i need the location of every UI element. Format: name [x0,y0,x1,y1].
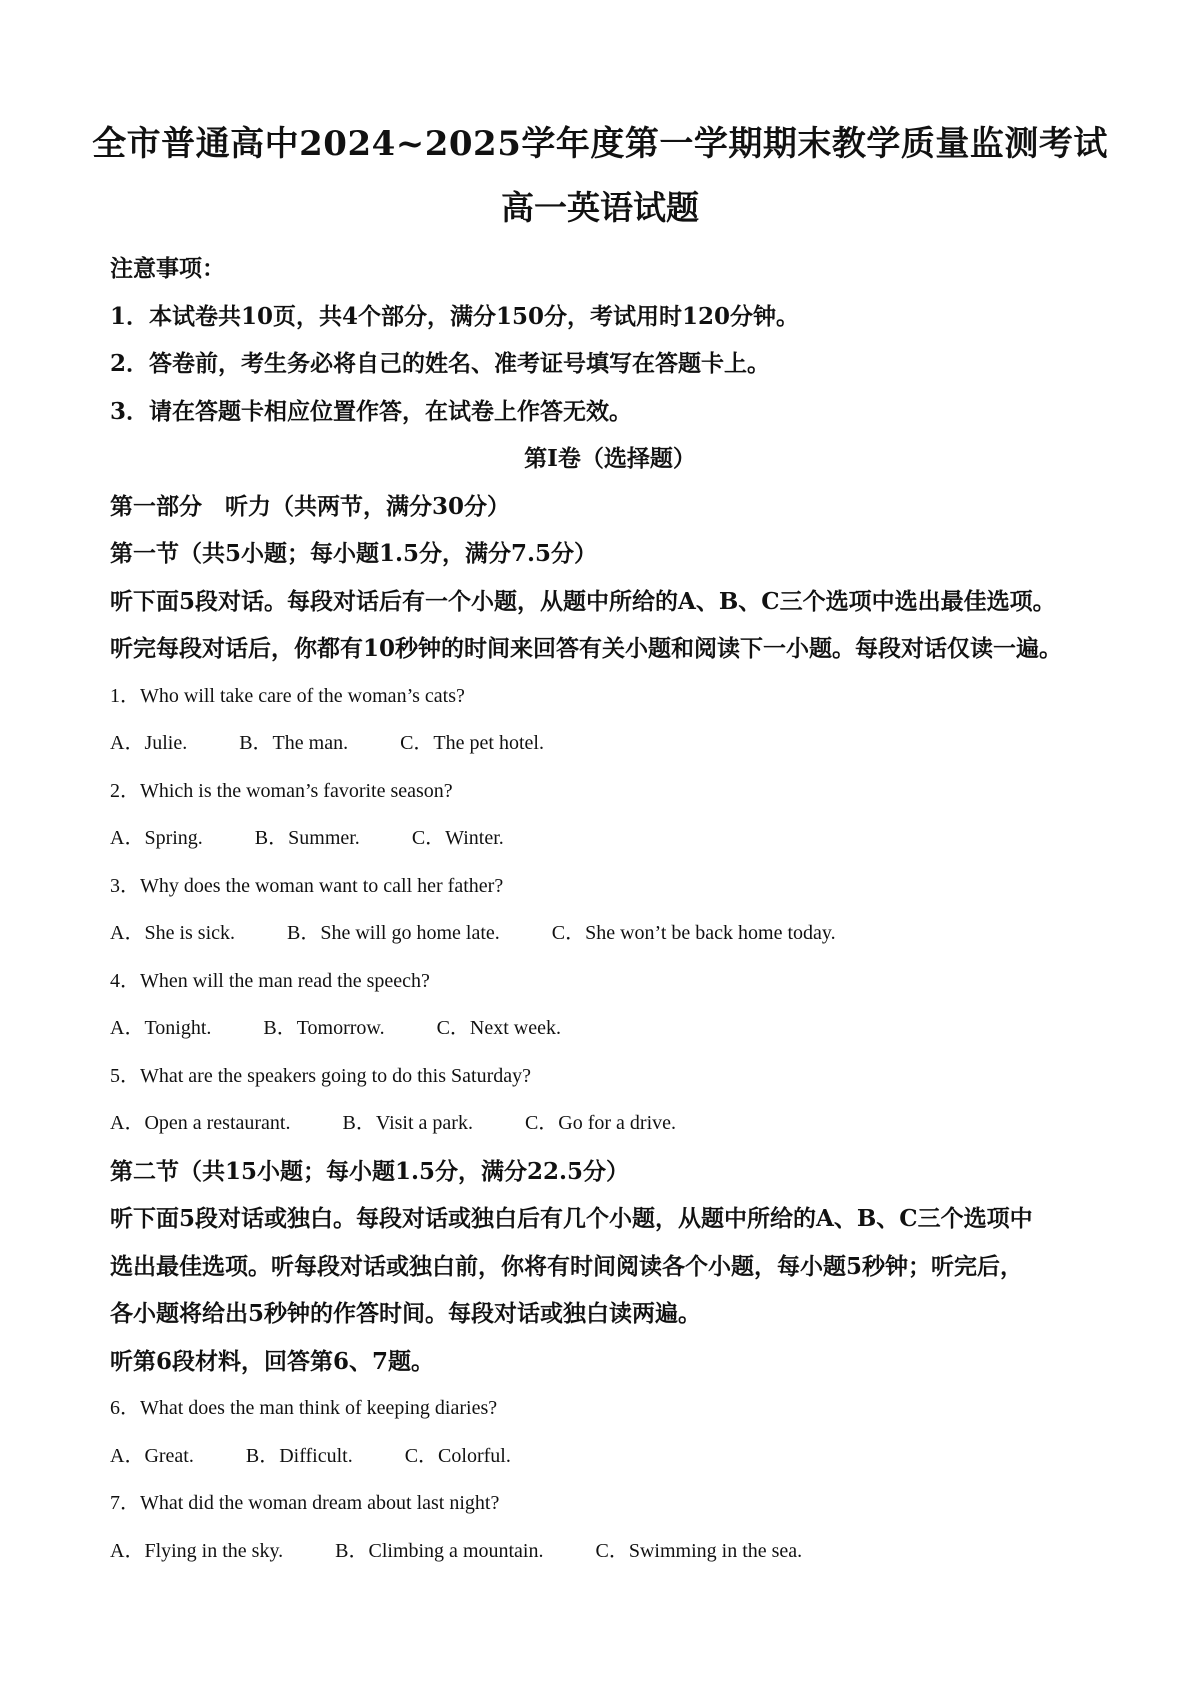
option-a: A．Open a restaurant. [110,1112,291,1134]
exam-subtitle: 高一英语试题 [501,188,699,227]
question-stem: 5．What are the speakers going to do this Saturday? [110,1064,531,1087]
question-stem: 6．What does the man think of keeping diaries? [110,1397,498,1419]
section2-instruction: 各小题将给出5秒钟的作答时间。每段对话或独白读两遍。 [110,1300,702,1327]
question-options [110,1005,1110,1053]
section2-instruction: 选出最佳选项。听每段对话或独白前，你将有时间阅读各个小题，每小题5秒钟；听完后， [110,1252,1024,1280]
option-a: A．Great. [110,1444,194,1467]
question-options [110,815,1110,863]
option-a: A．Spring. [110,827,203,849]
section1-heading: 第一节（共5小题；每小题1.5分，满分7.5分） [110,540,598,567]
option-b: B．Tomorrow. [263,1017,385,1039]
option-b: B．Climbing a mountain. [335,1539,544,1562]
option-b: B．She will go home late. [287,922,500,944]
option-a: A．She is sick. [110,922,235,944]
option-b: B．Difficult. [245,1444,353,1467]
option-c: C．She won’t be back home today. [551,922,836,944]
part1-heading: 第一部分 听力（共两节，满分30分） [110,492,511,520]
option-a: A．Julie. [110,732,188,754]
question-options [110,1433,1110,1481]
notice-item: 3．请在答题卡相应位置作答，在试卷上作答无效。 [110,397,633,425]
option-c: C．Winter. [411,827,504,849]
option-c: C．Colorful. [404,1444,511,1467]
notice-item: 1．本试卷共10页，共4个部分，满分150分，考试用时120分钟。 [110,302,800,330]
section2-heading: 第二节（共15小题；每小题1.5分，满分22.5分） [110,1157,630,1185]
exam-title: 全市普通高中2024~2025学年度第一学期期末教学质量监测考试 [92,124,1108,164]
option-c: C．Go for a drive. [524,1112,677,1134]
question-stem: 3．Why does the woman want to call her father? [110,874,504,897]
option-b: B．Summer. [254,827,360,849]
question-stem: 7．What did the woman dream about last night? [110,1492,500,1514]
exam-content [110,245,1110,1575]
question-stem: 4．When will the man read the speech? [110,969,430,992]
material-note: 听第6段材料，回答第6、7题。 [110,1347,435,1375]
question-options [110,1528,1110,1576]
section1-instruction: 听下面5段对话。每段对话后有一个小题，从题中所给的A、B、C三个选项中选出最佳选项。 [110,587,1056,615]
section1-instruction: 听完每段对话后，你都有10秒钟的时间来回答有关小题和阅读下一小题。每段对话仅读一遍。 [110,635,1063,662]
question-options [110,720,1110,768]
question-options [110,1100,1110,1148]
volume-heading: 第I卷（选择题） [524,445,696,472]
option-a: A．Flying in the sky. [110,1539,284,1562]
section2-instruction: 听下面5段对话或独白。每段对话或独白后有几个小题，从题中所给的A、B、C三个选项中 [110,1205,1033,1232]
question-stem: 1．Who will take care of the woman’s cats? [110,684,465,707]
option-c: C．The pet hotel. [400,732,544,754]
notice-heading: 注意事项： [110,255,225,282]
option-a: A．Tonight. [110,1017,212,1039]
question-stem: 2．Which is the woman’s favorite season? [110,779,453,802]
notice-item: 2．答卷前，考生务必将自己的姓名、准考证号填写在答题卡上。 [110,350,771,377]
option-b: B．The man. [239,732,349,754]
question-options [110,910,1110,958]
option-c: C．Swimming in the sea. [595,1539,803,1562]
option-c: C．Next week. [436,1017,561,1039]
option-b: B．Visit a park. [342,1112,473,1134]
